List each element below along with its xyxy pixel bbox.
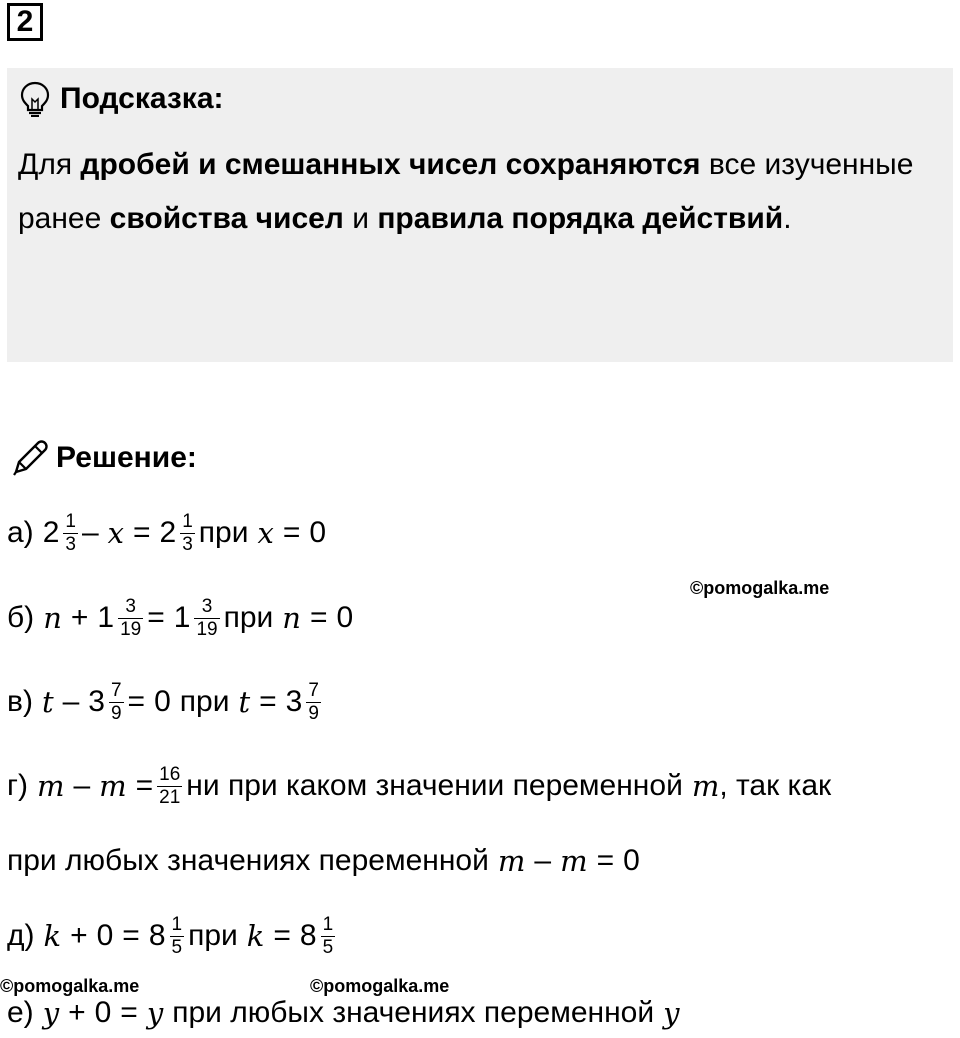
denominator: 9: [308, 702, 319, 724]
whole-part: 8: [299, 919, 317, 952]
variable: m: [691, 769, 720, 803]
denominator: 9: [110, 702, 122, 724]
hint-part: Для: [18, 148, 81, 181]
variable: y: [146, 996, 164, 1030]
value: 0: [309, 516, 327, 549]
solution-line-e: [7, 988, 679, 1038]
fraction: [306, 680, 321, 725]
text: ни при каком значении переменной: [186, 769, 683, 802]
watermark: ©pomogalka.me: [690, 578, 830, 598]
item-label: б): [7, 601, 35, 634]
word: при: [179, 685, 230, 718]
value: 0: [336, 601, 354, 634]
denominator: 3: [182, 533, 193, 555]
denominator: 19: [196, 618, 218, 640]
variable: m: [497, 844, 526, 878]
numerator: 3: [125, 595, 136, 617]
variable: y: [42, 996, 60, 1030]
denominator: 21: [159, 786, 181, 808]
hint-part-bold: правила порядка действий: [377, 202, 784, 235]
item-label: д): [7, 919, 35, 952]
whole-part: 2: [42, 516, 60, 549]
whole-part: 1: [173, 601, 191, 634]
numerator: 1: [182, 510, 193, 532]
hint-part-bold: свойства чисел: [109, 202, 344, 235]
hint-title-text: Подсказка:: [60, 82, 224, 115]
variable: t: [41, 685, 54, 719]
item-label: г): [7, 769, 28, 802]
fraction: [63, 511, 78, 556]
variable: x: [107, 516, 124, 550]
variable: n: [282, 601, 301, 635]
whole-part: 2: [159, 516, 177, 549]
word: при: [198, 516, 249, 549]
operator: –: [73, 769, 91, 802]
whole-part: 3: [88, 685, 105, 718]
task-number: 2: [7, 3, 43, 41]
numerator: 16: [159, 763, 181, 785]
operator: =: [122, 919, 140, 952]
variable: m: [99, 769, 127, 803]
variable: m: [560, 844, 588, 878]
operator: =: [135, 769, 154, 802]
hint-part: .: [783, 202, 792, 235]
value: 0: [154, 685, 171, 718]
pencil-icon: [10, 438, 50, 478]
word: при: [223, 601, 274, 634]
solution-title-text: Решение:: [56, 441, 197, 474]
solution-title: [10, 438, 197, 478]
hint-part: и: [343, 202, 378, 235]
denominator: 5: [322, 936, 334, 958]
denominator: 19: [120, 618, 142, 640]
variable: x: [257, 516, 274, 550]
numerator: 7: [308, 679, 319, 701]
operator: =: [120, 996, 138, 1029]
operator: =: [133, 516, 151, 549]
variable: t: [238, 685, 251, 719]
variable: y: [663, 996, 680, 1030]
operator: =: [596, 844, 615, 877]
solution-line-g-cont: [7, 836, 640, 886]
solution-line-g: [7, 761, 831, 811]
denominator: 5: [171, 936, 183, 958]
fraction: [109, 680, 124, 725]
item-label: в): [7, 685, 33, 718]
fraction: [321, 914, 336, 959]
variable: n: [43, 601, 62, 635]
watermark: ©pomogalka.me: [0, 976, 140, 996]
solution-line-b: [7, 593, 353, 643]
operator: +: [68, 996, 86, 1029]
numerator: 7: [110, 679, 122, 701]
item-label: а): [7, 516, 34, 549]
item-label: е): [7, 996, 34, 1029]
numerator: 3: [201, 595, 213, 617]
numerator: 1: [65, 510, 76, 532]
hint-part: все изученные ранее: [18, 148, 914, 235]
operator: =: [309, 601, 328, 634]
hint-text: [18, 138, 938, 246]
fraction: [157, 764, 182, 809]
operator: =: [282, 516, 301, 549]
operator: –: [81, 516, 99, 549]
value: 0: [94, 996, 112, 1029]
watermark: ©pomogalka.me: [310, 976, 450, 996]
solution-line-d: [7, 911, 339, 961]
fraction: [180, 511, 195, 556]
word: при: [188, 919, 238, 952]
text: при любых значениях переменной: [7, 844, 489, 877]
fraction: [118, 596, 143, 641]
numerator: 1: [171, 913, 183, 935]
operator: +: [70, 919, 88, 952]
solution-line-a: [7, 508, 326, 558]
operator: =: [147, 601, 165, 634]
lightbulb-icon: [18, 81, 52, 117]
operator: =: [273, 919, 291, 952]
text: при любых значениях переменной: [172, 996, 655, 1029]
operator: –: [534, 844, 552, 877]
text: , так как: [719, 769, 832, 802]
variable: k: [246, 919, 265, 953]
value: 0: [96, 919, 114, 952]
operator: –: [62, 685, 80, 718]
operator: =: [127, 685, 146, 718]
fraction: [170, 914, 185, 959]
whole-part: 8: [148, 919, 166, 952]
solution-line-v: [7, 677, 325, 727]
variable: m: [36, 769, 65, 803]
whole-part: 3: [285, 685, 303, 718]
value: 0: [623, 844, 640, 877]
whole-part: 1: [97, 601, 115, 634]
variable: k: [43, 919, 62, 953]
fraction: [194, 596, 219, 641]
numerator: 1: [322, 913, 334, 935]
hint-part-bold: дробей и смешанных чисел сохраняются: [80, 148, 701, 181]
operator: +: [70, 601, 89, 634]
operator: =: [259, 685, 277, 718]
hint-title: [18, 81, 224, 117]
denominator: 3: [65, 533, 76, 555]
